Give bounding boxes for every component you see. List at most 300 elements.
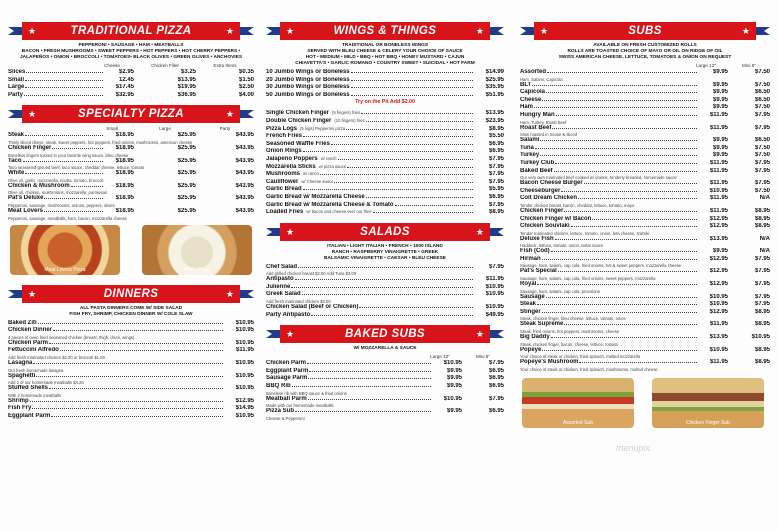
item-name: Eggplant Parm: [8, 412, 51, 419]
menu-item: [520, 125, 770, 133]
item-price: $7.95: [754, 167, 770, 174]
leader-dots: [347, 167, 473, 168]
item-price: $11.95: [235, 347, 254, 354]
price-header: Small Large Party: [106, 126, 231, 132]
leader-dots: [23, 161, 103, 162]
menu-item: [520, 97, 770, 105]
item-price: $6.95: [488, 375, 504, 382]
leader-dots: [25, 135, 103, 136]
item-price: 12.45: [118, 76, 134, 83]
item-name: Roast Beef: [520, 124, 552, 131]
leader-dots: [556, 115, 697, 116]
subs-banner: [520, 22, 770, 40]
leader-dots: [579, 362, 697, 363]
item-price: $8.95: [754, 321, 770, 328]
item-price: $6.50: [754, 96, 770, 103]
menu-item: [520, 321, 770, 329]
item-price: $10.95: [235, 385, 254, 392]
price-header: Large 12" Mini 8": [430, 354, 490, 360]
subs-list: [520, 69, 770, 372]
item-name: Baked Ziti: [8, 319, 37, 326]
menu-item: [8, 385, 254, 393]
item-price: $7.95: [754, 180, 770, 187]
item-name: Pizza Logs: [266, 125, 298, 132]
leader-dots: [298, 267, 473, 268]
menu-item: [266, 92, 504, 100]
item-price: $6.95: [488, 140, 504, 147]
item-name: Double Chicken Finger: [266, 117, 332, 124]
leader-dots: [537, 304, 697, 305]
star-icon: ★: [475, 226, 484, 237]
menu-item: [266, 148, 504, 156]
menu-item: [266, 69, 504, 77]
item-description: Our very own marinated beef cooked w/ onions, tenderly breaded, homemade sauce: [520, 175, 677, 181]
item-name: French Fries: [266, 133, 303, 140]
dinners-description: ALL PASTA DINNERS COME W/ SIDE SALAD FISH FRY, SHRIMP, CHICKEN DINNER W/ COLE SLAW: [69, 305, 193, 317]
item-description: Ham, Salami, Capicola: [520, 76, 563, 82]
item-price: N/A: [759, 195, 770, 202]
item-name: Fettuccini Alfredo: [8, 347, 59, 354]
leader-dots: [44, 198, 103, 199]
item-price: $12.95: [709, 255, 728, 262]
item-description: Add fresh marinated chicken $2.00 or broccoli $1.00: [8, 354, 105, 360]
item-name: Eggplant Parm: [266, 367, 309, 374]
item-price: $43.95: [235, 182, 254, 189]
item-price: $8.95: [754, 223, 770, 230]
menu-item: [520, 256, 770, 264]
item-price: $25.95: [177, 132, 196, 139]
item-note: (10 fingers) fries: [334, 117, 365, 123]
item-price: $9.95: [446, 383, 462, 390]
item-name: Chicken Souvlaki: [520, 223, 570, 230]
menu-item: [8, 413, 254, 421]
item-price: $6.95: [488, 367, 504, 374]
item-name: Bacon Cheese Burger: [520, 180, 583, 187]
item-name: Steak: [520, 301, 537, 308]
leader-dots: [351, 80, 473, 81]
salads-list: [266, 264, 504, 320]
item-name: Pat's Special: [520, 268, 557, 275]
item-description: Pepperoni, sausage, meatballs, ham, bacon, mozzarella cheese: [8, 215, 127, 221]
menu-item: [520, 281, 770, 289]
item-name: Deluxe Fish: [520, 235, 554, 242]
item-name: Coit Dream Chicken: [520, 195, 578, 202]
item-name: Chicken Salad (Beef or Chicken): [266, 304, 359, 311]
item-price: $25.95: [177, 207, 196, 214]
item-description: Sausage, ham, salami, cap cola, fried onions, sweet peppers, mozzarella: [520, 276, 656, 282]
star-icon: ★: [475, 26, 484, 36]
item-name: Hirman: [520, 255, 541, 262]
leader-dots: [338, 159, 473, 160]
item-price: $7.95: [488, 155, 504, 162]
menu-item: [266, 164, 504, 172]
item-description: 4 pieces of oven fried seasoned chicken (breast, thigh, drum, wings): [8, 334, 135, 340]
item-price: $25.95: [177, 144, 196, 151]
leader-dots: [291, 287, 473, 288]
star-icon: ★: [28, 109, 37, 120]
item-price: $12.95: [235, 397, 254, 404]
item-price: $7.50: [754, 69, 770, 75]
salads-banner: [266, 223, 504, 241]
item-price: N/A: [759, 248, 770, 255]
item-price: $7.95: [488, 163, 504, 170]
leader-dots: [60, 350, 223, 351]
item-name: Party Antipasto: [266, 311, 311, 318]
leader-dots: [552, 128, 697, 129]
leader-dots: [351, 72, 473, 73]
item-price: $18.95: [115, 182, 134, 189]
subs-description: AVAILABLE ON FRESH CUSTOMIZED ROLLS ROLLS ARE TOASTED CHOICE OF MAYO OR OIL ON RIDGE OF OIL SWISS AMERICAN CHEESE, LETTUCE, TOMATOES & ONION ON REQUEST: [558, 43, 732, 60]
item-description: Olive oil, garlic, mozzarella, ricotta, tomato, broccoli: [8, 177, 104, 183]
section-title: SALADS: [360, 225, 410, 238]
item-name: 50 Jumbo Wings or Boneless: [266, 91, 350, 98]
item-name: Garlic Bread w/ Mozzarella Cheese & Tomato: [266, 201, 394, 208]
menu-item: [520, 294, 770, 302]
menu-item: [520, 104, 770, 112]
item-price: $5.95: [488, 186, 504, 193]
leader-dots: [351, 87, 473, 88]
menu-item: [520, 248, 770, 256]
item-price: $18.95: [115, 170, 134, 177]
item-name: Assorted: [520, 69, 547, 75]
menu-item: [520, 195, 770, 203]
item-name: BLT: [520, 81, 532, 88]
item-price: $43.95: [235, 207, 254, 214]
menu-item: [520, 137, 770, 145]
item-name: Mozzarella Sticks: [266, 163, 316, 170]
menu-item: [520, 216, 770, 224]
menu-item: [8, 158, 254, 166]
item-price: $9.95: [712, 137, 728, 144]
leader-dots: [564, 324, 697, 325]
item-price: $6.95: [488, 193, 504, 200]
item-description: Olive oil, chicken, mushrooms, mozzarella, parmesan: [8, 190, 108, 196]
leader-dots: [51, 416, 223, 417]
item-description: Steak, chicken finger, bleu cheese, lettuce, tomato, onion: [520, 316, 626, 322]
item-price: $7.95: [754, 124, 770, 131]
item-price: $11.95: [709, 124, 728, 131]
menu-item: [8, 320, 254, 328]
middle-column: [266, 22, 504, 529]
item-description: Steak, chicken finger, bacon, cheese, lettuce, tomato: [520, 341, 618, 347]
leader-dots: [308, 399, 431, 400]
menu-item: [266, 264, 504, 272]
leader-dots: [308, 378, 431, 379]
menu-item: [520, 208, 770, 216]
item-name: Steak: [8, 132, 25, 139]
menu-item: [266, 312, 504, 320]
item-price: $36.95: [177, 91, 196, 98]
item-price: $18.95: [115, 207, 134, 214]
leader-dots: [30, 401, 223, 402]
item-name: Stinger: [520, 308, 541, 315]
item-price: $8.95: [754, 308, 770, 315]
item-name: Spaghetti: [8, 372, 36, 379]
menu-item: [8, 373, 254, 381]
menu-item: [520, 236, 770, 244]
pizza-photos: [8, 225, 254, 281]
leader-dots: [52, 148, 103, 149]
item-price: $11.95: [709, 159, 728, 166]
item-price: $8.95: [754, 207, 770, 214]
menu-item: [266, 284, 504, 292]
leader-dots: [547, 72, 697, 73]
item-name: Popeye's Mushroom: [520, 359, 579, 366]
section-title: TRADITIONAL PIZZA: [70, 25, 192, 37]
item-name: Chicken Finger w/ Bacon: [520, 215, 592, 222]
sub-photo: Chicken Finger Sub: [652, 378, 764, 428]
menu-item: [8, 92, 254, 100]
star-icon: ★: [28, 288, 37, 299]
menu-item: [266, 141, 504, 149]
item-price: $2.50: [238, 84, 254, 91]
item-price: $3.25: [180, 69, 196, 75]
menu-item: [520, 145, 770, 153]
item-price: $18.95: [115, 195, 134, 202]
menu-item: [520, 180, 770, 188]
item-name: Tuna: [520, 144, 534, 151]
leader-dots: [303, 189, 473, 190]
leader-dots: [49, 343, 223, 344]
menu-item: [266, 368, 504, 376]
item-price: $11.95: [709, 111, 728, 118]
item-note: w/ ranch: [320, 155, 337, 161]
pizza-photo: Meat Lovers Pizza: [10, 225, 120, 275]
menu-item: [520, 89, 770, 97]
dinners-list: [8, 320, 254, 421]
item-name: Big Daddy: [520, 334, 550, 341]
wings-list: [266, 69, 504, 99]
menu-item: [520, 268, 770, 276]
item-description: Your choice of steak or chicken, fried spinach, mushrooms, melted cheese: [520, 366, 658, 372]
item-price: $7.95: [754, 293, 770, 300]
leader-dots: [571, 226, 697, 227]
item-price: $13.95: [709, 334, 728, 341]
item-name: Loaded Fries: [266, 209, 304, 216]
item-price: $10.95: [709, 187, 728, 194]
leader-dots: [584, 183, 697, 184]
item-description: Steak, fried onions, hot peppers, mushrooms, cheese: [520, 329, 620, 335]
item-price: $13.95: [709, 235, 728, 242]
item-name: Turkey Club: [520, 159, 555, 166]
leader-dots: [44, 211, 103, 212]
leader-dots: [558, 271, 697, 272]
pizza-toppings: PEPPERONI • SAUSAGE • HAM • MEATBALLS BACON • FRESH MUSHROOMS • SWEET PEPPERS • HOT PEPPERS • HOT CHERRY PEPPERS • JALAPEÑOS • ONION • BROCCOLI • TOMATOES• BLACK OLIVES • GREEN OLIVES • ANCHOVIES: [19, 43, 243, 60]
item-name: Onion Rings: [266, 148, 302, 155]
item-price: $9.95: [446, 375, 462, 382]
star-icon: ★: [741, 26, 750, 36]
item-price: $7.50: [754, 152, 770, 159]
menu-item: [520, 168, 770, 176]
item-price: $1.50: [238, 76, 254, 83]
star-icon: ★: [540, 26, 549, 36]
menu-item: [8, 183, 254, 191]
item-name: Chicken Finger: [520, 207, 564, 214]
item-price: $23.95: [485, 117, 504, 124]
leader-dots: [592, 219, 697, 220]
price-header: Large 12" Mini 8": [696, 63, 756, 68]
star-icon: ★: [225, 26, 234, 36]
menu-item: [266, 126, 504, 134]
menu-item: [8, 170, 254, 178]
leader-dots: [535, 148, 697, 149]
item-price: $25.95: [485, 76, 504, 83]
item-description: Sausage, ham, salami, cap cola, fried onions, hot & sweet peppers, mozzarella cheese: [520, 263, 682, 269]
item-note: w/ bacon and cheese over our fries: [306, 209, 372, 215]
item-price: $11.95: [485, 276, 504, 283]
menu-item: [8, 360, 254, 368]
item-price: $7.95: [754, 281, 770, 288]
menu-item: [8, 145, 254, 153]
item-name: Chef Salad: [266, 263, 298, 270]
item-description: Made with our homemade meatballs: [266, 403, 334, 409]
section-title: SUBS: [628, 25, 662, 37]
menu-item: [266, 118, 504, 126]
specialty-pizza-list: [8, 132, 254, 220]
item-price: $12.95: [709, 223, 728, 230]
leader-dots: [25, 173, 103, 174]
sub-photos: [520, 376, 770, 434]
star-icon: ★: [286, 26, 295, 36]
item-name: Single Chicken Finger: [266, 110, 330, 117]
baked-subs-list: [266, 360, 504, 421]
item-price: $10.95: [485, 304, 504, 311]
item-price: $8.95: [754, 215, 770, 222]
specialty-pizza-banner: [8, 105, 254, 123]
item-price: $35.95: [485, 84, 504, 91]
menu-item: [266, 202, 504, 210]
star-icon: ★: [475, 329, 484, 340]
leader-dots: [32, 408, 223, 409]
menu-item: [8, 132, 254, 140]
item-name: Capicola: [520, 89, 546, 96]
menu-item: [520, 152, 770, 160]
item-price: $0.35: [238, 69, 254, 75]
item-name: Slices: [8, 69, 26, 75]
item-price: $9.95: [712, 96, 728, 103]
left-column: [8, 22, 254, 529]
sub-photo: Assorted Sub: [522, 378, 634, 428]
item-description: Cheese & Pepperoni: [266, 415, 305, 421]
menu-item: [8, 327, 254, 335]
item-name: Fish (Cod): [520, 248, 550, 255]
item-price: $7.95: [754, 268, 770, 275]
baked-subs-description: W/ MOZZARELLA & SAUCE: [353, 346, 417, 352]
menu-item: [266, 209, 504, 217]
item-description: Tender chicken breast, bacon, cheddar, lettuce, tomato, mayo: [520, 202, 635, 208]
item-price: $8.95: [754, 346, 770, 353]
menu-item: [520, 160, 770, 168]
item-price: $4.00: [238, 91, 254, 98]
leader-dots: [346, 129, 473, 130]
item-name: Garlic Bread w/ Mozzarella Cheese: [266, 193, 365, 200]
item-description: Tender marinated chicken, lettuce, tomato, onion, feta cheese, tzatziki: [520, 230, 650, 236]
menu-item: [266, 408, 504, 416]
leader-dots: [546, 297, 697, 298]
leader-dots: [554, 171, 697, 172]
leader-dots: [303, 151, 473, 152]
item-price: $18.95: [115, 144, 134, 151]
item-description: Our fresh homemade lasagna: [8, 367, 64, 373]
item-price: $43.95: [235, 195, 254, 202]
item-price: $17.45: [115, 84, 134, 91]
menu-item: [266, 179, 504, 187]
item-name: Sausage Parm: [266, 375, 308, 382]
item-name: Salami: [520, 137, 540, 144]
leader-dots: [561, 191, 697, 192]
item-name: BBQ Rib: [266, 383, 291, 390]
item-name: 20 Jumbo Wings or Boneless: [266, 76, 350, 83]
item-price: $10.95: [235, 412, 254, 419]
leader-dots: [578, 198, 697, 199]
item-description: Add grilled chicken breast $2.00 Add Tuna $3.00: [266, 271, 357, 277]
item-price: $10.95: [235, 319, 254, 326]
item-name: Lasagna: [8, 359, 33, 366]
item-name: Garlic Bread: [266, 186, 302, 193]
item-price: $7.95: [488, 178, 504, 185]
leader-dots: [49, 388, 223, 389]
item-description: Boneless fingers tossed in your favorite wing sauce, bleu cheese: [8, 152, 129, 158]
watermark: menupix: [616, 443, 651, 453]
item-name: 30 Jumbo Wings or Boneless: [266, 84, 350, 91]
item-price: $10.95: [709, 301, 728, 308]
leader-dots: [534, 107, 697, 108]
item-price: $43.95: [235, 157, 254, 164]
item-price: $10.95: [709, 293, 728, 300]
leader-dots: [25, 87, 103, 88]
item-price: $6.50: [754, 89, 770, 96]
item-description: Taco seasoned ground beef, taco sauce, cheddar cheese, lettuce, tomato: [8, 165, 145, 171]
leader-dots: [542, 350, 697, 351]
menu-item: [520, 301, 770, 309]
item-price: $6.95: [488, 148, 504, 155]
item-name: Pat's Deluxe: [8, 195, 44, 202]
leader-dots: [542, 100, 697, 101]
menu-item: [266, 276, 504, 284]
item-price: $11.95: [709, 180, 728, 187]
menu-item: [8, 208, 254, 216]
leader-dots: [295, 279, 473, 280]
item-price: $19.95: [177, 84, 196, 91]
item-price: $5.50: [488, 133, 504, 140]
item-note: (5 fingers) fries: [332, 110, 360, 116]
item-name: Stuffed Shells: [8, 385, 49, 392]
leader-dots: [555, 239, 697, 240]
item-price: $9.95: [712, 81, 728, 88]
item-price: $6.95: [488, 383, 504, 390]
item-price: $12.95: [709, 308, 728, 315]
item-price: $7.95: [488, 360, 504, 367]
item-price: $25.95: [177, 195, 196, 202]
leader-dots: [311, 315, 473, 316]
section-title: BAKED SUBS: [344, 328, 426, 341]
leader-dots: [555, 163, 697, 164]
item-price: $7.95: [754, 255, 770, 262]
item-note: w/ pizza sauce: [318, 163, 347, 169]
item-name: Ham: [520, 104, 534, 111]
item-name: Jalapeño Poppers: [266, 155, 318, 162]
item-description: Haddock, lettuce, tomato, onion, tartar sauce: [520, 243, 604, 249]
leader-dots: [366, 197, 473, 198]
item-price: $43.95: [235, 132, 254, 139]
item-name: Cheeseburger: [520, 187, 561, 194]
salads-description: ITALIAN • LIGHT ITALIAN • FRENCH • 1000 ISLAND RANCH • RASPBERRY VINAIGRETTE • GREEK BALSAMIC VINAIGRETTE • CAESAR • BLEU CHEESE: [324, 243, 446, 261]
item-price: $9.95: [712, 152, 728, 159]
leader-dots: [551, 251, 697, 252]
item-price: $11.95: [709, 359, 728, 366]
item-price: $7.95: [488, 171, 504, 178]
item-price: $9.95: [446, 367, 462, 374]
